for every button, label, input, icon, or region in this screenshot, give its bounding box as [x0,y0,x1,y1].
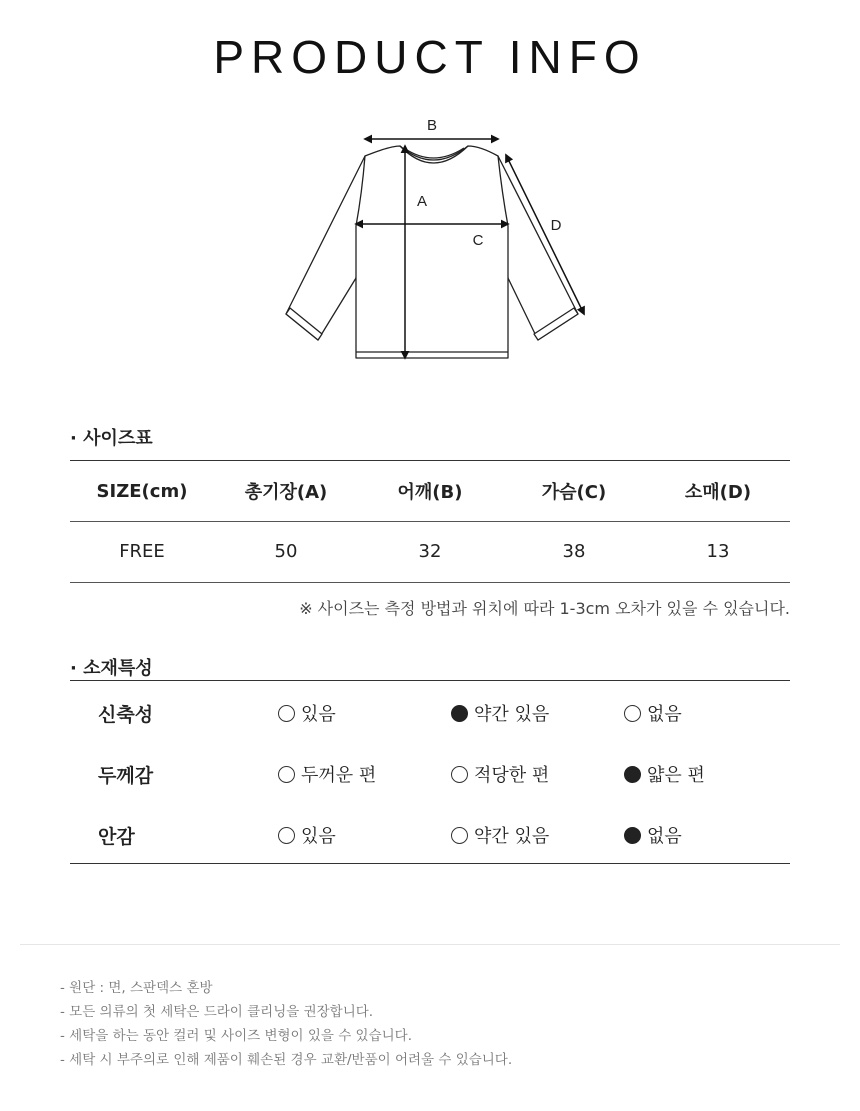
size-table-header [70,461,790,521]
cell-shoulder: 32 [418,541,442,562]
option-label: 얇은 편 [647,765,705,786]
label-d: D [550,217,562,234]
radio-circle-icon [451,766,468,783]
radio-circle-icon [624,705,641,722]
cell-length: 50 [274,541,298,562]
option-item [278,822,336,848]
header-shoulder: 어깨(B) [397,482,463,503]
option-item [624,761,705,787]
header-chest: 가슴(C) [541,482,607,503]
radio-filled-icon [624,827,641,844]
label-a: A [416,193,428,210]
cell-size: FREE [119,541,165,562]
footer-note: - 세탁 시 부주의로 인해 제품이 훼손된 경우 교환/반품이 어려울 수 있습니다. [60,1052,513,1068]
cell-chest: 38 [562,541,586,562]
material-name: 안감 [98,826,135,848]
material-name: 신축성 [98,704,154,726]
option-label: 있음 [301,704,336,725]
material-row-thickness [70,742,790,803]
size-table [70,461,790,582]
radio-circle-icon [451,827,468,844]
page-title: PRODUCT INFO [213,31,647,83]
footer-notes [60,976,512,1072]
option-label: 약간 있음 [474,704,550,725]
material-row-stretch [70,681,790,742]
label-c: C [472,232,484,249]
radio-filled-icon [624,766,641,783]
size-disclaimer: ※ 사이즈는 측정 방법과 위치에 따라 1-3cm 오차가 있을 수 있습니다. [299,599,790,618]
footer-note: - 모든 의류의 첫 세탁은 드라이 클리닝을 권장합니다. [60,1004,374,1020]
label-b: B [426,117,438,134]
option-item [278,761,376,787]
radio-filled-icon [451,705,468,722]
size-table-bottom-rule [70,582,790,583]
footer-divider [20,944,840,945]
radio-circle-icon [278,766,295,783]
option-label: 없음 [647,826,682,847]
footer-note: - 세탁을 하는 동안 컬러 및 사이즈 변형이 있을 수 있습니다. [60,1028,413,1044]
header-sleeve: 소매(D) [684,482,752,503]
option-item [451,700,549,726]
option-item [451,761,549,787]
footer-note: - 원단 : 면, 스판덱스 혼방 [60,980,213,996]
option-label: 있음 [301,826,336,847]
material-name: 두께감 [98,765,154,787]
header-size: SIZE(cm) [96,480,188,502]
garment-measurement-diagram [270,108,600,378]
size-section-label: · 사이즈표 [70,428,153,449]
radio-circle-icon [278,827,295,844]
option-item [624,822,682,848]
option-label: 두꺼운 편 [301,765,377,786]
option-item [278,700,336,726]
material-row-lining [70,803,790,864]
cell-sleeve: 13 [706,541,730,562]
option-label: 약간 있음 [474,826,550,847]
material-section-label: · 소재특성 [70,658,153,679]
option-item [451,822,549,848]
option-label: 없음 [647,704,682,725]
option-label: 적당한 편 [474,765,550,786]
header-length: 총기장(A) [244,482,328,503]
radio-circle-icon [278,705,295,722]
table-row [70,521,790,582]
option-item [624,700,682,726]
material-table [70,681,790,864]
